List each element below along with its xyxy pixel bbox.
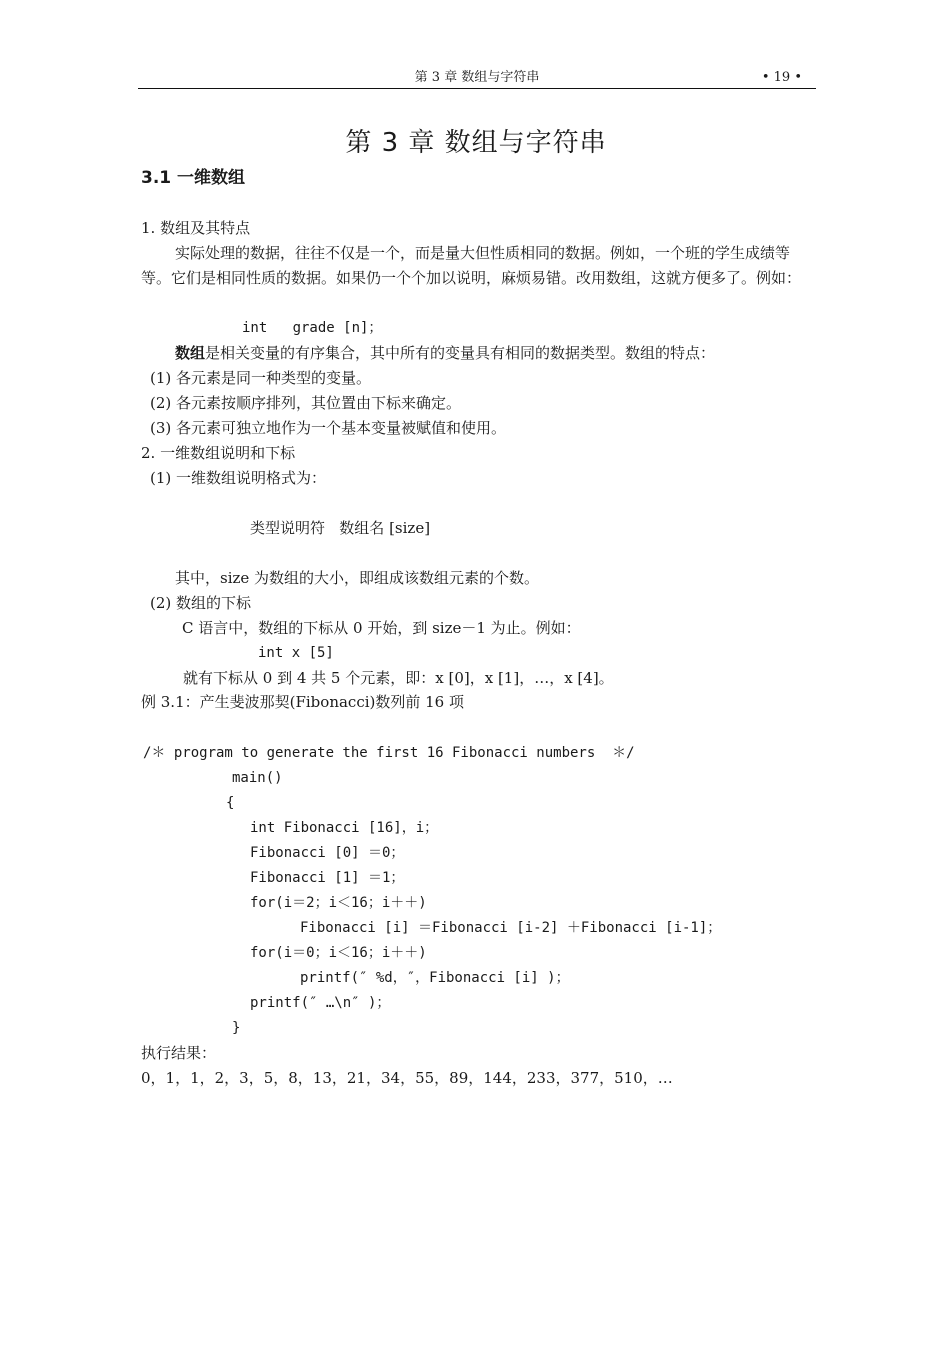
code-x: int x [5] — [258, 645, 334, 661]
chapter-title: 第 3 章 数组与字符串 — [345, 128, 607, 158]
page-number: • 19 • — [761, 70, 802, 85]
definition-text: 是相关变量的有序集合，其中所有的变量具有相同的数据类型。数组的特点： — [205, 344, 716, 362]
running-header — [138, 68, 816, 88]
code-line: Fibonacci [i] ＝Fibonacci [i-2] ＋Fibonacci [i-1]； — [300, 920, 722, 936]
paragraph-definition — [175, 341, 715, 365]
example-title: 例 3.1：产生斐波那契(Fibonacci)数列前 16 项 — [141, 693, 464, 711]
section-title: 3.1 一维数组 — [141, 168, 246, 188]
code-line: int Fibonacci [16]，i； — [250, 820, 439, 836]
result-label: 执行结果： — [141, 1044, 217, 1062]
list-item: (3) 各元素可独立地作为一个基本变量被赋值和使用。 — [150, 419, 507, 437]
code-line: /＊ program to generate the first 16 Fibonacci numbers ＊/ — [143, 745, 635, 761]
paragraph-intro: 实际处理的数据，往往不仅是一个，而是量大但性质相同的数据。例如，一个班的学生成绩等等。它们是相同性质的数据。如果仍一个个加以说明，麻烦易错。改用数组，这就方便多了。例如： — [141, 244, 802, 287]
heading-declaration: 2. 一维数组说明和下标 — [141, 444, 296, 462]
header-chapter: 第 3 章 数组与字符串 — [414, 70, 540, 85]
code-line: { — [226, 795, 235, 811]
list-item: (2) 各元素按顺序排列，其位置由下标来确定。 — [150, 394, 462, 412]
paragraph-index: C 语言中，数组的下标从 0 开始，到 size－1 为止。例如： — [182, 619, 581, 637]
paragraph-elements: 就有下标从 0 到 4 共 5 个元素，即：x [0]，x [1]，…，x [4]。 — [183, 669, 614, 687]
code-line: for(i＝0；i＜16；i＋＋) — [250, 945, 427, 961]
code-grade: int grade [n]； — [242, 320, 383, 336]
subheading-format: (1) 一维数组说明格式为： — [150, 469, 327, 487]
list-item: (1) 各元素是同一种类型的变量。 — [150, 369, 372, 387]
result-output: 0，1，1，2，3，5，8，13，21，34，55，89，144，233，377，510，… — [141, 1069, 673, 1087]
code-line: } — [232, 1020, 241, 1036]
code-line: printf(″ %d，″，Fibonacci [i] )； — [300, 970, 570, 986]
declaration-format: 类型说明符 数组名 [size] — [250, 519, 431, 537]
term-array: 数组 — [175, 344, 206, 362]
code-line: for(i＝2；i＜16；i＋＋) — [250, 895, 427, 911]
subheading-index: (2) 数组的下标 — [150, 594, 252, 612]
code-line: main() — [232, 770, 283, 786]
header-rule — [138, 88, 816, 89]
paragraph-size: 其中，size 为数组的大小，即组成该数组元素的个数。 — [175, 569, 540, 587]
heading-arrays-features: 1. 数组及其特点 — [141, 219, 251, 237]
code-line: Fibonacci [1] ＝1； — [250, 870, 405, 886]
code-line: Fibonacci [0] ＝0； — [250, 845, 405, 861]
code-line: printf(″ …\n″ )； — [250, 995, 391, 1011]
